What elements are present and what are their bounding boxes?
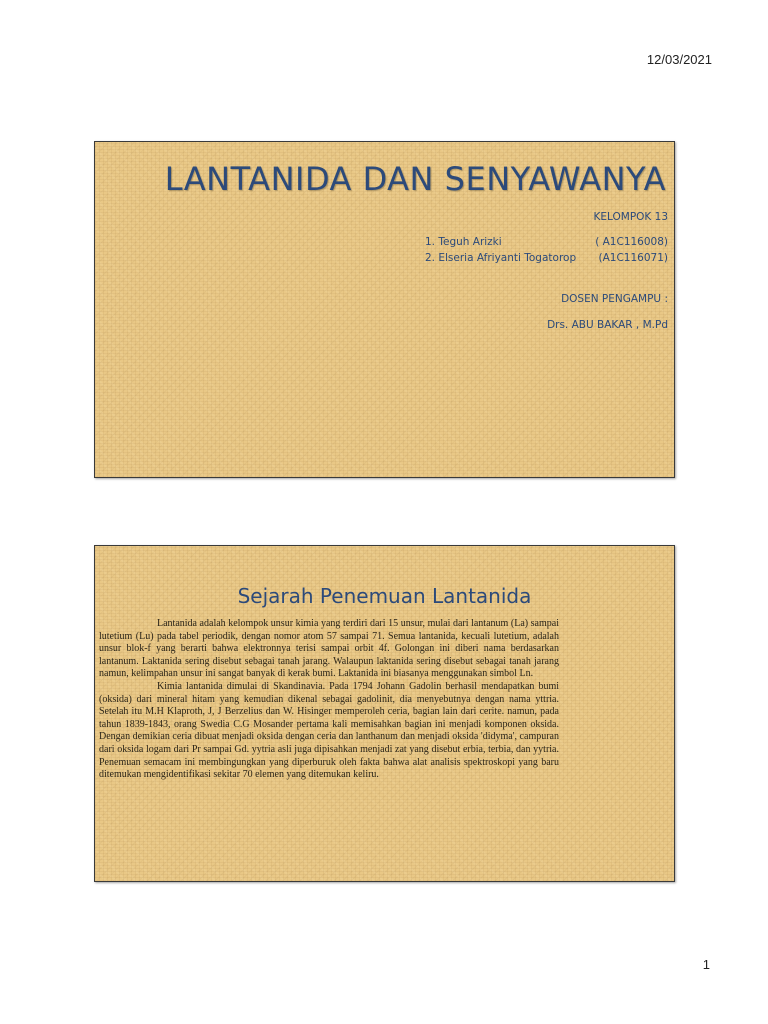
history-body <box>99 618 559 782</box>
member-list <box>425 236 668 268</box>
member-item <box>425 252 668 268</box>
page-number: 1 <box>702 957 710 972</box>
member-name: 1. Teguh Arizki <box>425 236 502 248</box>
group-label: KELOMPOK 13 <box>593 211 668 223</box>
print-date: 12/03/2021 <box>646 52 712 67</box>
member-item <box>425 236 668 252</box>
slide-history-heading: Sejarah Penemuan Lantanida <box>237 584 532 608</box>
lecturer-name: Drs. ABU BAKAR , M.Pd <box>547 319 668 331</box>
member-name: 2. Elseria Afriyanti Togatorop <box>425 252 577 264</box>
slide-title <box>94 141 675 478</box>
slide-title-heading: LANTANIDA DAN SENYAWANYA <box>164 160 666 198</box>
history-paragraph: Lantanida adalah kelompok unsur kimia yang terdiri dari 15 unsur, mulai dari lantanum (La) sampai lutetium (Lu) pada tabel periodik, dengan nomor atom 57 sampai 71. Semua lantanida, kecuali lutetium, adalah unsur blok-f yang berarti bahwa elektronnya terisi sampai orbit 4f. Golongan ini diberi nama berdasarkan lantanum. Laktanida sering disebut sebagai tanah jarang. Walaupun laktanida sering disebut sebagai tanah jarang namun, kelimpahan unsur ini sangat banyak di kerak bumi. Laktanida ini biasanya menggunakan simbol Ln. <box>99 618 559 680</box>
history-paragraph: Kimia lantanida dimulai di Skandinavia. Pada 1794 Johann Gadolin berhasil mendapatkan bumi (oksida) dari mineral hitam yang kemudian dikenal sebagai gadolinit, dia menyebutnya dengan nama yttria. Setelah itu M.H Klaproth, J, J Berzelius dan W. Hisinger memperoleh ceria, bagian lain dari cerite. namun, pada tahun 1839-1843, orang Swedia C.G Mosander pertama kali memisahkan bagian ini menjadi komponen oksida. Dengan demikian ceria dibuat menjadi oksida dengan ceria dan lanthanum dan menjadi oksida 'didyma', campuran dari oksida logam dari Pr sampai Gd. yytria asli juga dipisahkan menjadi zat yang disebut erbia, terbia, dan yytria. Penemuan semacam ini membingungkan yang diperburuk oleh fakta bahwa alat analisis spektroskopi yang baru ditemukan mengidentifikasi sekitar 70 elemen yang ditemukan keliru. <box>99 680 559 781</box>
slide-history <box>94 545 675 882</box>
member-id: (A1C116071) <box>598 252 668 264</box>
member-id: ( A1C116008) <box>595 236 668 248</box>
lecturer-label: DOSEN PENGAMPU : <box>561 293 668 305</box>
